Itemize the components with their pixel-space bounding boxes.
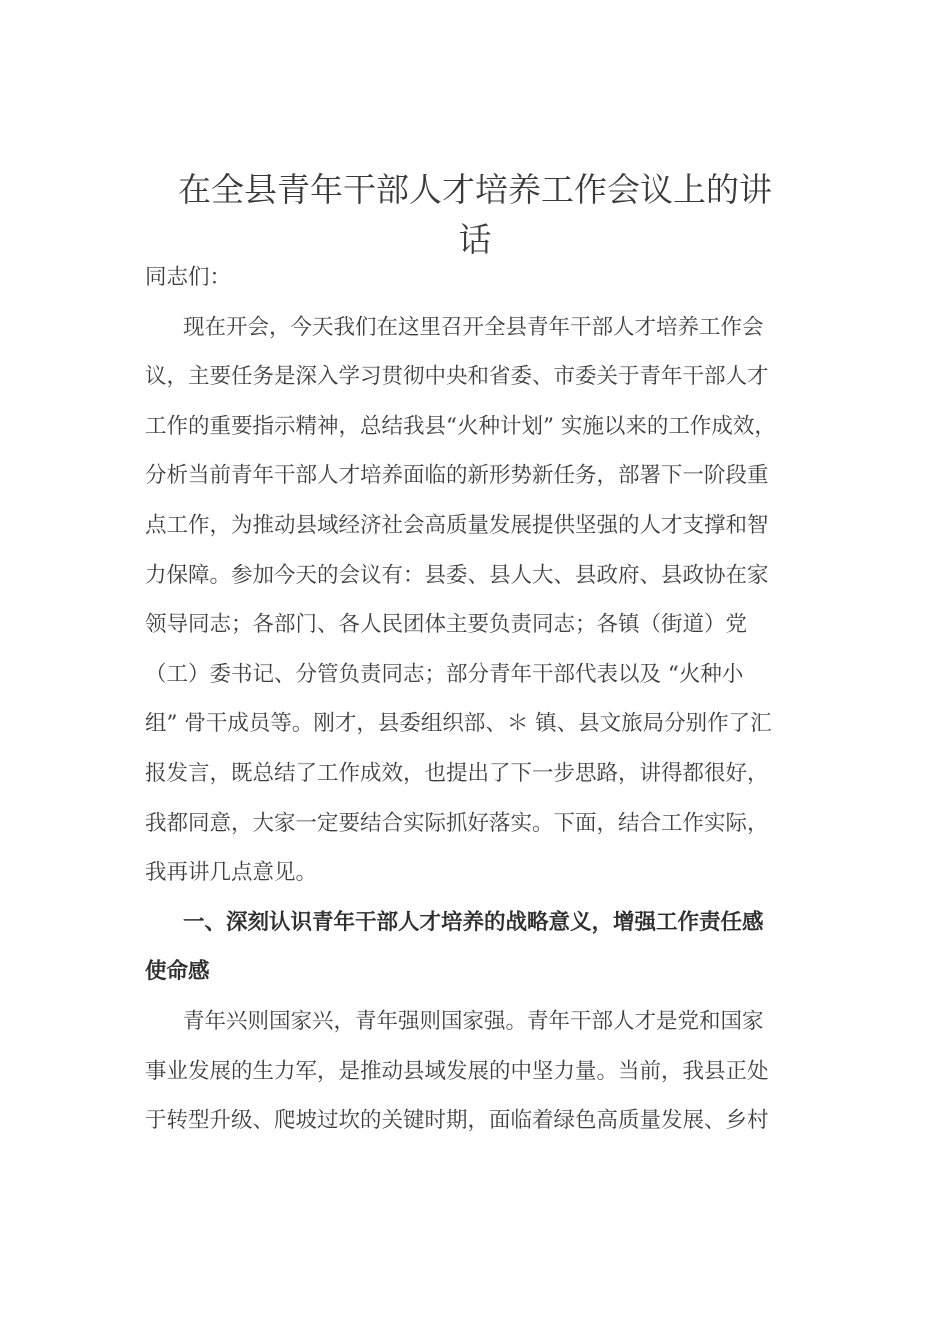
paragraph-line: 我再讲几点意见。 [145,860,318,886]
paragraph-line: 分析当前青年干部人才培养面临的新形势新任务，部署下一阶段重 [145,463,769,489]
paragraph-line: 议，主要任务是深入学习贯彻中央和省委、市委关于青年干部人才 [145,364,769,390]
paragraph-line: 领导同志；各部门、各人民团体主要负责同志；各镇（街道）党 [145,612,748,638]
paragraph-line: 力保障。参加今天的会议有：县委、县人大、县政府、县政协在家 [145,562,769,588]
paragraph-line: 现在开会，今天我们在这里召开全县青年干部人才培养工作会 [183,314,764,340]
title-line: 在全县青年干部人才培养工作会议上的讲 [178,170,772,210]
paragraph-line: 点工作，为推动县域经济社会高质量发展提供坚强的人才支撑和智 [145,512,769,538]
document-title [140,165,810,265]
paragraph-line: 组” 骨干成员等。刚才，县委组织部、＊ 镇、县文旅局分别作了汇 [145,711,772,737]
paragraph-opening [145,303,835,898]
paragraph-line: （工）委书记、分管负责同志；部分青年干部代表以及 “火种小 [145,661,744,687]
paragraph-line: 工作的重要指示精神，总结我县“火种计划” 实施以来的工作成效， [145,413,776,439]
heading-line: 使命感 [145,959,210,985]
paragraph-line: 我都同意，大家一定要结合实际抓好落实。下面，结合工作实际， [145,810,769,836]
document-body [145,253,835,1146]
paragraph-line: 报发言，既总结了工作成效，也提出了下一步思路，讲得都很好， [145,760,769,786]
title-line: 话 [458,220,492,260]
salutation: 同志们： [145,265,232,290]
section-heading-1 [145,898,835,997]
paragraph-line: 事业发展的生力军，是推动县域发展的中坚力量。当前，我县正处 [145,1058,769,1084]
heading-line: 一、深刻认识青年干部人才培养的战略意义，增强工作责任感 [183,909,764,935]
paragraph-line: 青年兴则国家兴，青年强则国家强。青年干部人才是党和国家 [183,1008,764,1034]
paragraph-section-1 [145,997,835,1146]
paragraph-line: 于转型升级、爬坡过坎的关键时期，面临着绿色高质量发展、乡村 [145,1108,769,1134]
